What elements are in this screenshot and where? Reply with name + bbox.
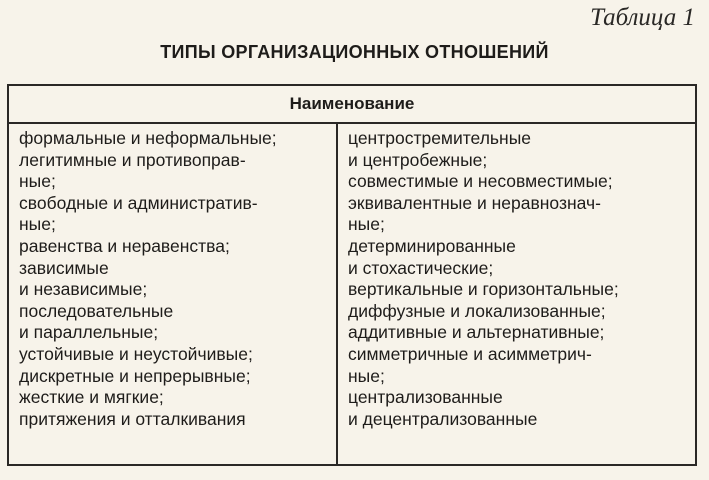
- table-body: [9, 124, 695, 466]
- table-line: централизованные: [348, 387, 503, 408]
- table-line: совместимые и несовместимые;: [348, 171, 613, 192]
- page-title: ТИПЫ ОРГАНИЗАЦИОННЫХ ОТНОШЕНИЙ: [160, 42, 549, 62]
- table-line: диффузные и локализованные;: [348, 300, 606, 321]
- table-line: дискретные и непрерывные;: [19, 365, 251, 386]
- table-line: и параллельные;: [19, 322, 159, 343]
- table-line: симметричные и асимметрич-: [348, 343, 592, 364]
- table-line: детерминированные: [348, 235, 516, 256]
- table-line: и независимые;: [19, 279, 148, 300]
- relations-table: [7, 84, 697, 466]
- table-line: зависимые: [19, 257, 109, 278]
- table-header: Наименование: [9, 86, 695, 124]
- table-line: и децентрализованные: [348, 408, 538, 429]
- table-line: вертикальные и горизонтальные;: [348, 279, 619, 300]
- right-column: [338, 124, 695, 466]
- table-line: центростремительные: [348, 128, 532, 148]
- table-line: эквивалентные и неравнознач-: [348, 192, 601, 213]
- table-line: равенства и неравенства;: [19, 235, 230, 256]
- table-caption: Таблица 1: [590, 4, 695, 31]
- table-line: легитимные и противоправ-: [19, 149, 246, 170]
- table-line: аддитивные и альтернативные;: [348, 322, 605, 343]
- table-line: последовательные: [19, 300, 174, 321]
- table-line: свободные и административ-: [19, 192, 258, 213]
- table-line: и стохастические;: [348, 257, 494, 278]
- table-line: жесткие и мягкие;: [19, 387, 164, 408]
- table-line: притяжения и отталкивания: [19, 408, 246, 429]
- table-line: формальные и неформальные;: [19, 128, 277, 148]
- table-line: ные;: [348, 365, 385, 386]
- table-line: ные;: [19, 171, 56, 192]
- table-line: ные;: [19, 214, 56, 235]
- left-column: [9, 124, 338, 466]
- table-line: и центробежные;: [348, 149, 488, 170]
- table-line: ные;: [348, 214, 385, 235]
- table-line: устойчивые и неустойчивые;: [19, 343, 253, 364]
